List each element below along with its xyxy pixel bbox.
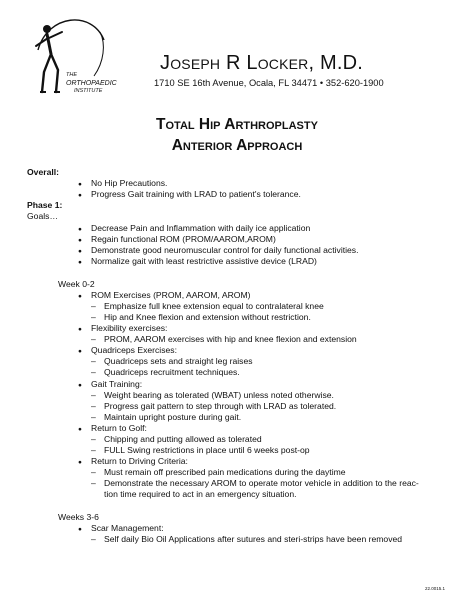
quadriceps-item: ● Quadriceps Exercises: bbox=[91, 345, 177, 356]
doctor-name: Joseph R Locker, M.D. bbox=[160, 52, 364, 74]
list-subitem: – Chipping and putting allowed as tolerated bbox=[104, 434, 262, 445]
practice-address: 1710 SE 16th Avenue, Ocala, FL 34471 • 352-620-1900 bbox=[154, 78, 384, 88]
list-subitem: – Hip and Knee flexion and extension without restriction. bbox=[104, 312, 311, 323]
title-line-1: Total Hip Arthroplasty bbox=[156, 116, 318, 133]
list-item: ● Regain functional ROM (PROM/AAROM,AROM) bbox=[91, 234, 276, 245]
orthopaedic-institute-logo bbox=[30, 10, 117, 105]
week-0-2-label: Week 0-2 bbox=[58, 279, 95, 289]
list-subitem: – Progress gait pattern to step through with LRAD as tolerated. bbox=[104, 401, 336, 412]
scar-management-item: ● Scar Management: bbox=[91, 523, 164, 534]
document-title bbox=[0, 114, 474, 156]
list-subitem: – Weight bearing as tolerated (WBAT) unless noted otherwise. bbox=[104, 390, 334, 401]
gait-training-item: ● Gait Training: bbox=[91, 379, 142, 390]
goals-label: Goals… bbox=[27, 211, 59, 221]
list-item: ● No Hip Precautions. bbox=[91, 178, 167, 189]
document-code: 22.0015.1 bbox=[425, 586, 446, 591]
list-subitem: – Maintain upright posture during gait. bbox=[104, 412, 241, 423]
list-subitem: – Demonstrate the necessary AROM to operate motor vehicle in addition to the reac- bbox=[104, 478, 419, 489]
logo-line-3: INSTITUTE bbox=[74, 88, 103, 94]
list-subitem: – FULL Swing restrictions in place until 6 weeks post-op bbox=[104, 445, 310, 456]
phase1-label: Phase 1: bbox=[27, 200, 63, 210]
list-item: ● Decrease Pain and Inflammation with daily ice application bbox=[91, 223, 310, 234]
list-subitem: – Emphasize full knee extension equal to contralateral knee bbox=[104, 301, 324, 312]
list-subitem: – PROM, AAROM exercises with hip and knee flexion and extension bbox=[104, 334, 357, 345]
list-item: ● Progress Gait training with LRAD to patient's tolerance. bbox=[91, 189, 301, 200]
list-item: ● Normalize gait with least restrictive assistive device (LRAD) bbox=[91, 256, 317, 267]
return-to-golf-item: ● Return to Golf: bbox=[91, 423, 147, 434]
rom-exercises-item: ● ROM Exercises (PROM, AAROM, AROM) bbox=[91, 290, 250, 301]
overall-label: Overall: bbox=[27, 167, 60, 177]
list-subitem: – Quadriceps recruitment techniques. bbox=[104, 367, 240, 378]
flexibility-item: ● Flexibility exercises: bbox=[91, 323, 167, 334]
list-subitem-continuation: tion time required to act in an emergency situation. bbox=[104, 489, 297, 499]
logo-line-2: ORTHOPAEDIC bbox=[66, 80, 117, 87]
logo-line-1: THE bbox=[66, 72, 77, 78]
return-to-driving-item: ● Return to Driving Criteria: bbox=[91, 456, 188, 467]
title-line-2: Anterior Approach bbox=[171, 137, 303, 154]
list-subitem: – Must remain off prescribed pain medications during the daytime bbox=[104, 467, 346, 478]
list-subitem: – Quadriceps sets and straight leg raises bbox=[104, 356, 253, 367]
list-subitem: – Self daily Bio Oil Applications after sutures and steri-strips have been removed bbox=[104, 534, 402, 545]
list-item: ● Demonstrate good neuromuscular control for daily functional activities. bbox=[91, 245, 359, 256]
weeks-3-6-label: Weeks 3-6 bbox=[58, 512, 99, 522]
